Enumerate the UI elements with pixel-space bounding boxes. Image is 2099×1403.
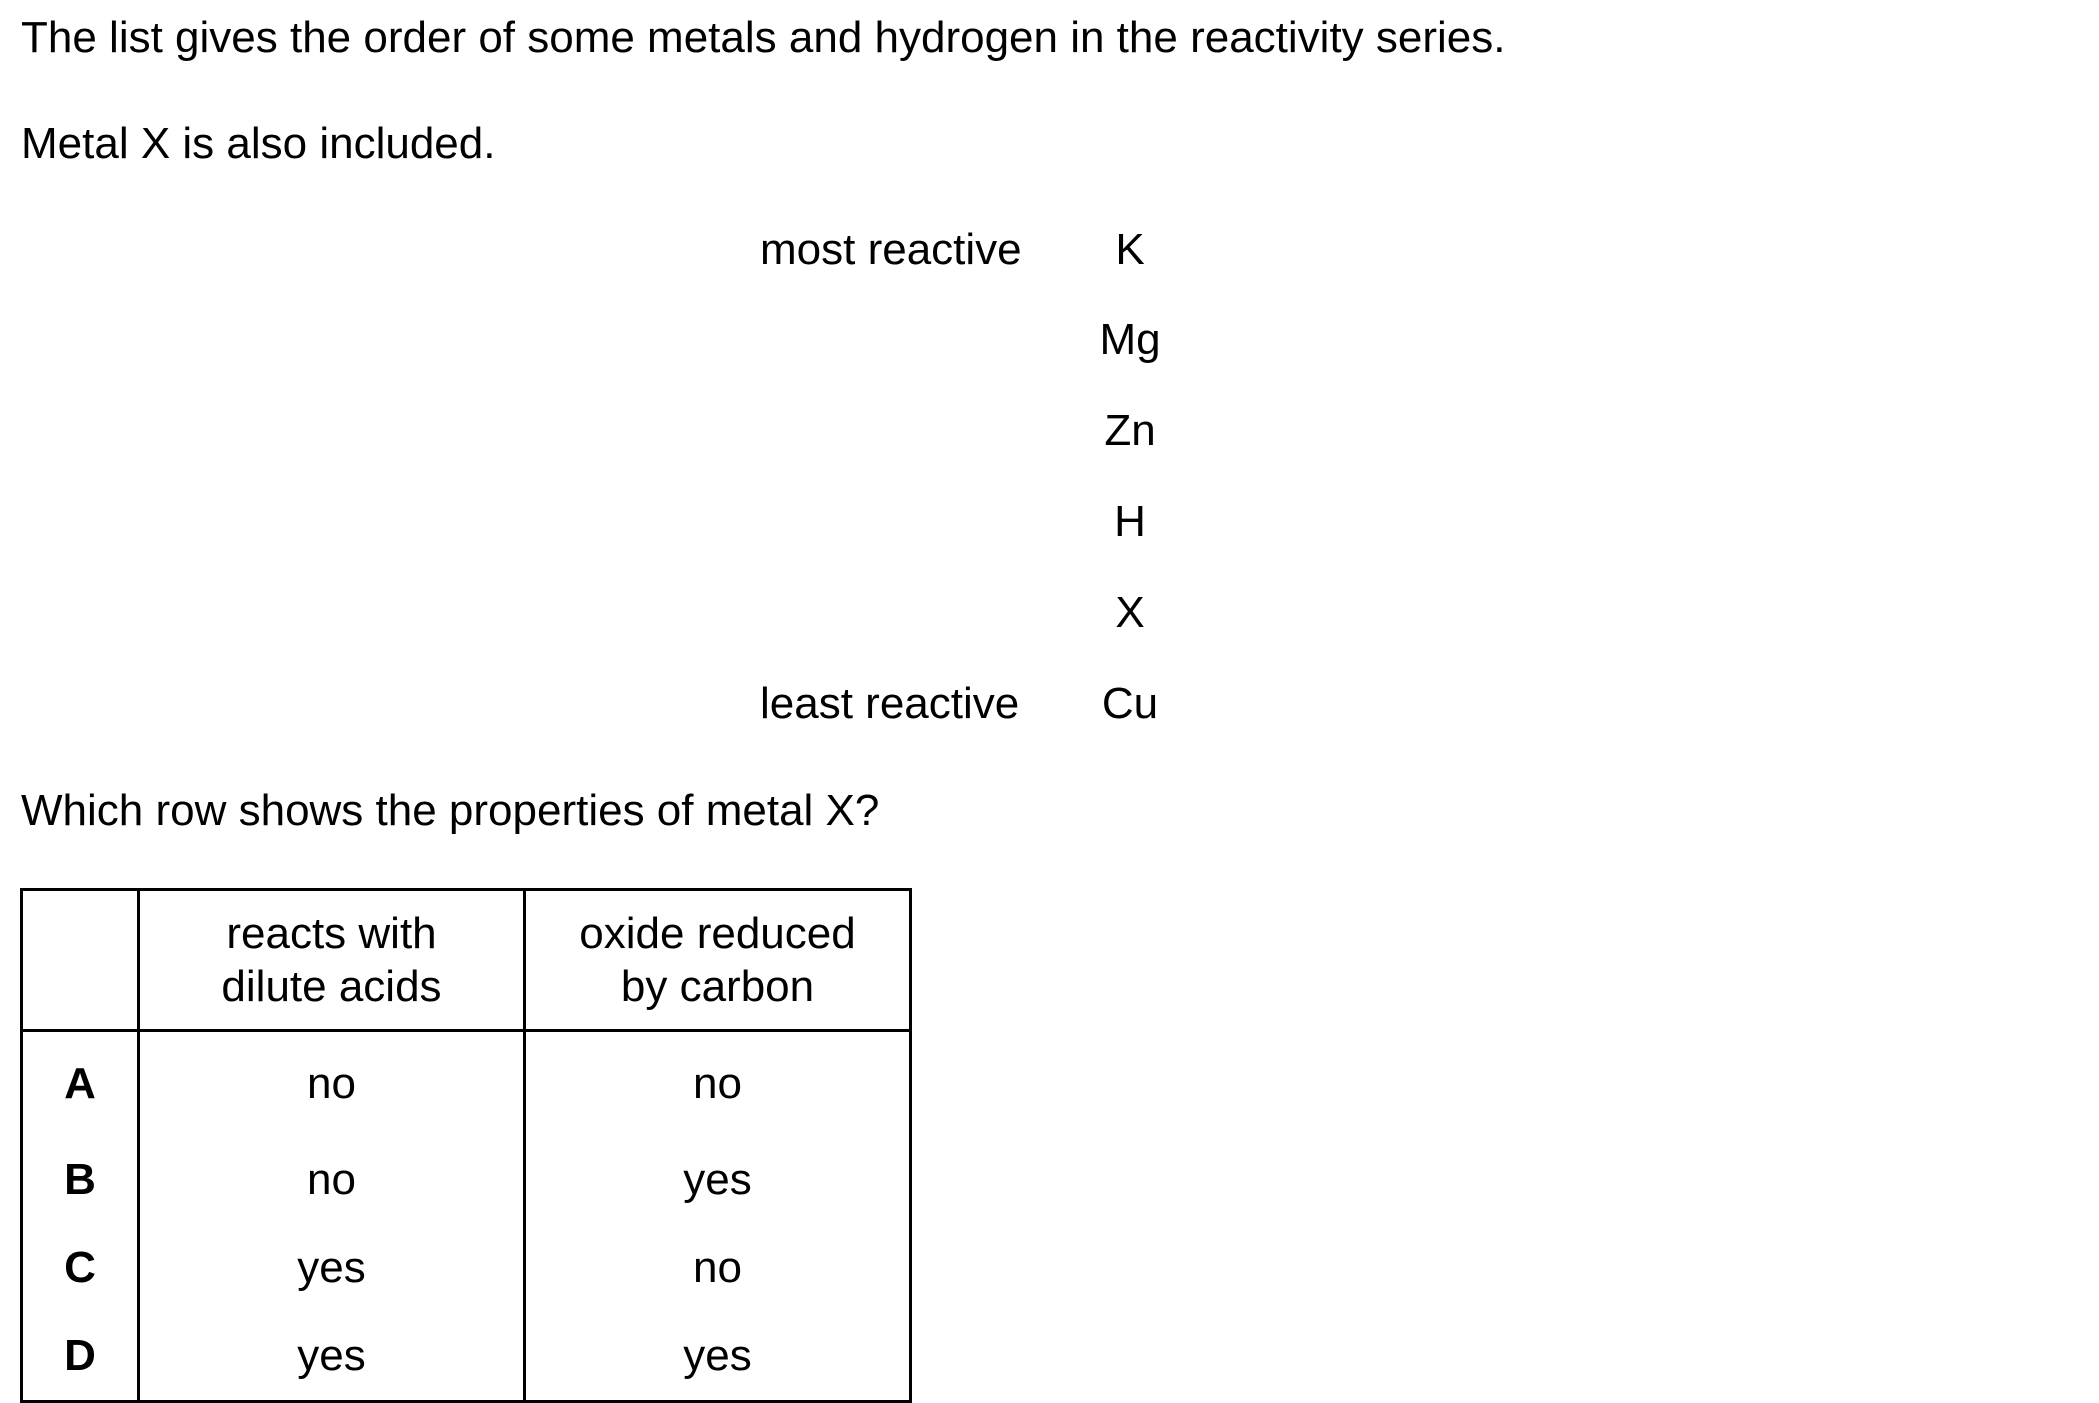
most-reactive-label: most reactive xyxy=(760,225,1022,274)
intro-text-metal-x: Metal X is also included. xyxy=(21,119,496,168)
header-line: oxide reduced xyxy=(579,909,856,958)
row-key: B xyxy=(22,1136,139,1224)
series-item-cu: Cu xyxy=(1101,679,1159,728)
header-line: reacts with xyxy=(226,909,437,958)
series-item-zn: Zn xyxy=(1104,406,1156,455)
row-key: C xyxy=(22,1224,139,1312)
cell-carbon: no xyxy=(525,1031,911,1137)
cell-acids: no xyxy=(139,1136,525,1224)
series-item-k: K xyxy=(1115,225,1145,274)
cell-carbon: no xyxy=(525,1224,911,1312)
properties-table xyxy=(20,888,912,1403)
cell-acids: yes xyxy=(139,1224,525,1312)
header-line: by carbon xyxy=(620,962,815,1011)
table-header-row xyxy=(22,890,911,1031)
cell-carbon: yes xyxy=(525,1136,911,1224)
header-key-cell xyxy=(22,890,139,1031)
cell-acids: yes xyxy=(139,1312,525,1402)
table-row xyxy=(22,1031,911,1137)
series-item-mg: Mg xyxy=(1099,315,1161,364)
series-item-x: X xyxy=(1115,588,1145,637)
row-key: A xyxy=(22,1031,139,1137)
table-row xyxy=(22,1136,911,1224)
intro-text: The list gives the order of some metals and hydrogen in the reactivity series. xyxy=(21,13,1506,62)
header-oxide-reduced-by-carbon xyxy=(525,890,911,1031)
cell-carbon: yes xyxy=(525,1312,911,1402)
header-reacts-with-dilute-acids xyxy=(139,890,525,1031)
cell-acids: no xyxy=(139,1031,525,1137)
row-key: D xyxy=(22,1312,139,1402)
series-item-h: H xyxy=(1114,497,1146,546)
header-line: dilute acids xyxy=(221,962,442,1011)
question-text: Which row shows the properties of metal X? xyxy=(21,786,880,835)
table-row xyxy=(22,1224,911,1312)
table-row xyxy=(22,1312,911,1402)
least-reactive-label: least reactive xyxy=(760,679,1020,728)
